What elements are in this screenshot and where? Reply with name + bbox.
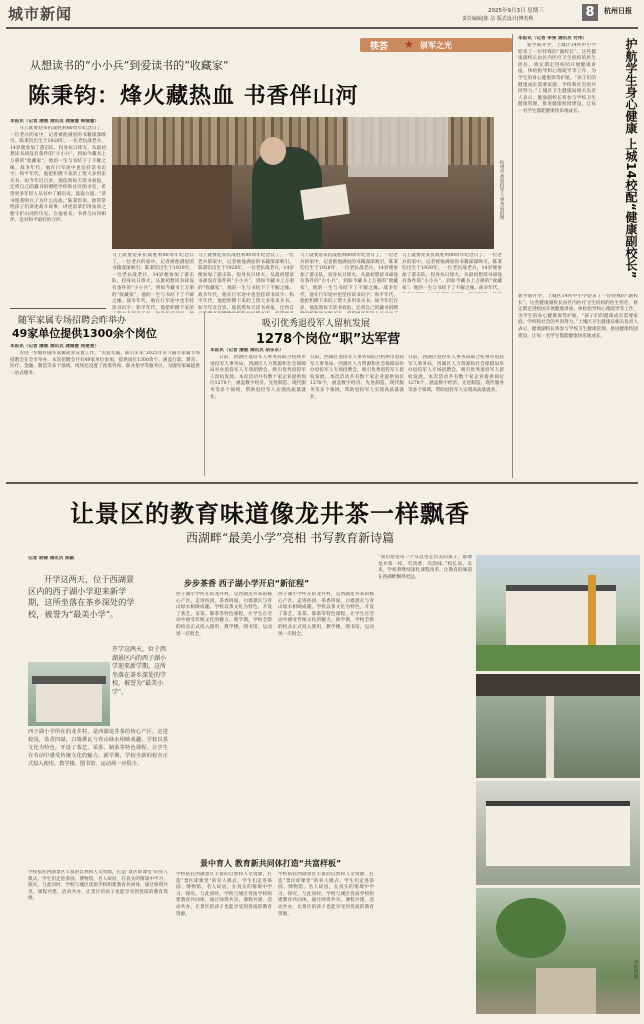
vdivider-story2 <box>204 312 205 476</box>
feature-subhead: 西湖畔“最美小学”亮相 书写教育新诗篇 <box>186 531 395 545</box>
feature-col-mid-right: “我们希望每一个从这里走出去的孩子，都像龙井茶一样，有清香，有韵味。”校长说。未来，学校将继续深化课程改革，让教育的味道在西湖畔飘得更远。 <box>378 555 472 580</box>
feature-col-left-bottom: 学校依托西湖景区丰富的自然和人文资源，打造“景区即课堂”的育人模式。学生们走进茶园、博物馆、名人故居，在真实的情境中学习、探究。与此同时，学校与城区优质学校组建教育共同体，通过师资共享、课程共建、活动共办，让景区的孩子也能享受到优质的教育资源。 <box>28 870 168 902</box>
small-photo-building <box>36 682 102 722</box>
banner-label-2: 崇军之光 <box>420 41 452 50</box>
feature-col-left: 西子湖小学所在的龙井村，是西湖龙井茶的核心产区。走进校园，茶香四溢，白墙黛瓦与青山绿水相映成趣。学校以茶文化为特色，开设了茶艺、采茶、制茶等特色课程，让学生在劳动中感受传统文化的魅力。新学期，学校全新的校舍正式投入使用，教学楼、图书馆、运动场一应俱全。 <box>28 729 168 767</box>
corridor-pillar <box>546 696 554 778</box>
lead-byline: 本报讯（记者 潘姚 通讯员 龚婧慧 韩婧慧） <box>10 119 100 124</box>
white-building <box>486 801 630 866</box>
giraffe-statue <box>588 575 596 647</box>
story3-body-col3: 日前，西湖区退役军人事务局联合杭州市退役军人事务局，西湖区人力资源和社会保障局举办退役军人专场招聘会，吸引优秀退役军人留杭发展。本次活动共有数十家企业提供岗位1278个，涵盖数字经济、先进制造、现代服务等多个领域，帮助退役军人实现高质量就业。 <box>408 355 504 393</box>
sidebar-title: 护航学生身心健康 上城14校配“健康副校长” <box>624 38 638 279</box>
sidebar-byline: 本报讯（记者 李斐 通讯员 付伟） <box>518 36 588 41</box>
editor-line: 责任编辑|陈 洁 版式设计|傅若秋 <box>462 16 534 22</box>
sidebar-body-top: 新学期开学，上城区14所中小学迎来了一位特殊的“副校长”。这些健康副校长由区内医疗卫生机构的医生担任，将定期走进校园开展健康讲座、体检指导和心理疏导等工作，为学生的身心健康保驾护航。“孩子们的健康成长需要家庭、学校和社会的共同努力。”上城区卫生健康局相关负责人表示，健康副校长将参与学校卫生健康管理，推进健康校园建设，让每一名学生都能健康快乐地成长。 <box>518 43 596 114</box>
paper-name: 杭州日报 <box>604 6 632 15</box>
story2-body: 为进一步做好随军家属就业安置工作，“关爱军属，职引未来”2025年军人随军家属专场招聘会在全市举办。本次招聘会共有49家单位参加，提供岗位1300余个，涵盖行政、教育、医疗、金融、制造等多个领域。现场还设置了政策咨询、职业指导等服务区，为随军家属提供一站式服务。 <box>10 351 200 376</box>
feature-section2-col2: 学校依托西湖景区丰富的自然和人文资源，打造“景区即课堂”的育人模式。学生们走进茶园、博物馆、名人故居，在真实的情境中学习、探究。与此同时，学校与城区优质学校组建教育共同体，通过师资共享、课程共建、活动共办，让景区的孩子也能享受到优质的教育资源。 <box>278 872 374 917</box>
feature-section2-title: 景中育人 教育新共同体打造“共富样板” <box>200 859 342 868</box>
lead-kicker: 从想读书的“小小兵”到爱读书的“收藏家” <box>30 59 229 72</box>
lead-photo <box>112 117 494 249</box>
feature-photo-small <box>28 662 110 726</box>
section-title: 城市新闻 <box>8 5 73 23</box>
story2-byline: 本报讯（记者 潘姚 通讯员 龚婧慧 杨楚楚） <box>10 344 100 349</box>
page-header <box>0 0 644 28</box>
feature-intro-cont: 开学这两天，位于西湖景区内的西子湖小学迎来新学期，这所坐落在茶乡深处的学校，被誉为“最美小学”。 <box>112 646 167 696</box>
feature-photo-2 <box>476 674 640 778</box>
story3-body-col1: 日前，西湖区退役军人事务局联合杭州市退役军人事务局，西湖区人力资源和社会保障局举办退役军人专场招聘会，吸引优秀退役军人留杭发展。本次活动共有数十家企业提供岗位1278个，涵盖数字经济、先进制造、现代服务等多个领域，帮助退役军人实现高质量就业。 <box>210 355 306 400</box>
feature-byline: 记者 胡婧 通讯员 陈颖 <box>28 556 75 561</box>
feature-photo-4 <box>476 888 640 1014</box>
vdivider-sidebar <box>512 34 513 478</box>
veteran-head <box>260 137 286 165</box>
lawn <box>476 645 640 671</box>
feature-headline: 让景区的教育味道像龙井茶一样飘香 <box>70 500 470 528</box>
divider-lead <box>10 308 106 309</box>
story3-body-col2: 日前，西湖区退役军人事务局联合杭州市退役军人事务局，西湖区人力资源和社会保障局举办退役军人专场招聘会，吸引优秀退役军人留杭发展。本次活动共有数十家企业提供岗位1278个，涵盖数字经济、先进制造、现代服务等多个领域，帮助退役军人实现高质量就业。 <box>310 355 404 400</box>
tree <box>496 898 566 958</box>
star-icon: ★ <box>404 38 414 51</box>
feature-photo-caption: 学校供图 <box>633 960 638 979</box>
page-number: 8 <box>582 4 598 21</box>
small-photo-roof <box>32 676 106 684</box>
story2-headline-small: 随军家属专场招聘会昨举办 <box>18 316 127 326</box>
lead-body-col5: 马上就要迎来抗战胜利80周年纪念日了，一位老兵的家中，记者被他满屋的书籍深深吸引。陈秉钧出生于1928年，一位老抗战老兵，14岁便参加了游击队，投身抗日烽火。从最初想读书却没有条件的“小小兵”，到如今藏书上万册的“收藏家”，他的一生与书结下了不解之缘。战争年代， <box>402 253 502 291</box>
feature-section1-title: 步步茶香 西子湖小学开启“新征程” <box>184 579 310 588</box>
feature-section1-col1: 西子湖小学所在的龙井村，是西湖龙井茶的核心产区。走进校园，茶香四溢，白墙黛瓦与青山绿水相映成趣。学校以茶文化为特色，开设了茶艺、采茶、制茶等特色课程，让学生在劳动中感受传统文化的魅力。新学期，学校全新的校舍正式投入使用，教学楼、图书馆、运动场一应俱全。 <box>176 592 272 637</box>
feature-section2-col1: 学校依托西湖景区丰富的自然和人文资源，打造“景区即课堂”的育人模式。学生们走进茶园、博物馆、名人故居，在真实的情境中学习、探究。与此同时，学校与城区优质学校组建教育共同体，通过师资共享、课程共建、活动共办，让景区的孩子也能享受到优质的教育资源。 <box>176 872 272 917</box>
corridor-roof <box>476 674 640 696</box>
lead-photo-caption: 杭州市委退役军人事务局供图 <box>499 160 504 220</box>
feature-photo-3 <box>476 781 640 885</box>
book-in-hand <box>300 184 350 220</box>
lead-headline: 陈秉钧：烽火藏热血 书香伴山河 <box>28 84 359 109</box>
story3-headline: 1278个岗位“职”达军营 <box>256 332 401 347</box>
path <box>536 968 596 1014</box>
story3-byline: 本报讯（记者 潘姚 通讯员 胡东东） <box>210 348 284 353</box>
feature-section1-col2: 西子湖小学所在的龙井村，是西湖龙井茶的核心产区。走进校园，茶香四溢，白墙黛瓦与青山绿水相映成趣。学校以茶文化为特色，开设了茶艺、采茶、制茶等特色课程，让学生在劳动中感受传统文化的魅力。新学期，学校全新的校舍正式投入使用，教学楼、图书馆、运动场一应俱全。 <box>278 592 374 637</box>
lead-body-col4: 马上就要迎来抗战胜利80周年纪念日了，一位老兵的家中，记者被他满屋的书籍深深吸引。陈秉钧出生于1928年，一位老抗战老兵，14岁便参加了游击队，投身抗日烽火。从最初想读书却没有条件的“小小兵”，到如今藏书上万册的“收藏家”，他的一生与书结下了不解之缘。战争年代，他在行军途中也坚持读书识字；和平年代，他把积攒下来的工资大多用来买书。如今年近百岁，他依然每天读书看报，还将自己的藏书捐赠 <box>300 253 398 311</box>
header-rule <box>6 27 638 29</box>
story3-headline-small: 吸引优秀退役军人留杭发展 <box>262 319 371 329</box>
lead-body-col3: 马上就要迎来抗战胜利80周年纪念日了，一位老兵的家中，记者被他满屋的书籍深深吸引。陈秉钧出生于1928年，一位老抗战老兵，14岁便参加了游击队，投身抗日烽火。从最初想读书却没有条件的“小小兵”，到如今藏书上万册的“收藏家”，他的一生与书结下了不解之缘。战争年代，他在行军途中也坚持读书识字；和平年代，他把积攒下来的工资大多用来买书。如今年近百岁，他依然每天读书看报，还将自 <box>198 253 294 311</box>
lead-body-col1: 马上就要迎来抗战胜利80周年纪念日了，一位老兵的家中，记者被他满屋的书籍深深吸引。陈秉钧出生于1928年，一位老抗战老兵，14岁便参加了游击队，投身抗日烽火。从最初想读书却没有条件的“小小兵”，到如今藏书上万册的“收藏家”，他的一生与书结下了不解之缘。战争年代，他在行军途中也坚持读书识字；和平年代，他把积攒下来的工资大多用来买书。如今年近百岁，他依然每天读书看报，还将自己的藏书捐赠给学校和社区图书室，希望更多年轻人从书中了解历史、汲取力量。“读书使我明白了为什么而战。”陈秉钧说。他常常给孩子们讲述战斗故事，讲述前辈们用血肉之躯守护山河的历史。在他看来，书香与山河相伴，是对和平最好的守护。 <box>10 126 106 224</box>
date-line: 2025年9月3日 星期三 <box>488 8 544 14</box>
feature-top-rule <box>6 482 638 484</box>
banner-label: 筷荟 <box>370 42 389 52</box>
story2-headline: 49家单位提供1300余个岗位 <box>12 327 157 340</box>
lead-body-col2: 马上就要迎来抗战胜利80周年纪念日了，一位老兵的家中，记者被他满屋的书籍深深吸引。陈秉钧出生于1928年，一位老抗战老兵，14岁便参加了游击队，投身抗日烽火。从最初想读书却没有条件的“小小兵”，到如今藏书上万册的“收藏家”，他的一生与书结下了不解之缘。战争年代，他在行军途中也坚持读书识字；和平年代，他把积攒下来的 <box>112 253 194 311</box>
window-light <box>348 117 448 177</box>
feature-photo-1 <box>476 555 640 671</box>
banner <box>360 38 512 52</box>
feature-intro: 开学这两天，位于西湖景区内的西子湖小学迎来新学期，这所坐落在茶乡深处的学校，被誉为“最美小学”。 <box>28 574 135 619</box>
cabinet <box>112 165 232 249</box>
school-building <box>506 585 616 649</box>
sidebar-body-bottom: 新学期开学，上城区14所中小学迎来了一位特殊的“副校长”。这些健康副校长由区内医疗卫生机构的医生担任，将定期走进校园开展健康讲座、体检指导和心理疏导等工作，为学生的身心健康保驾护航。“孩子们的健康成长需要家庭、学校和社会的共同努力。”上城区卫生健康局相关负责人表示，健康副校长将参与学校卫生健康管理，推进健康校园建设，让每一名学生都能健康快乐地成长。 <box>518 294 638 339</box>
